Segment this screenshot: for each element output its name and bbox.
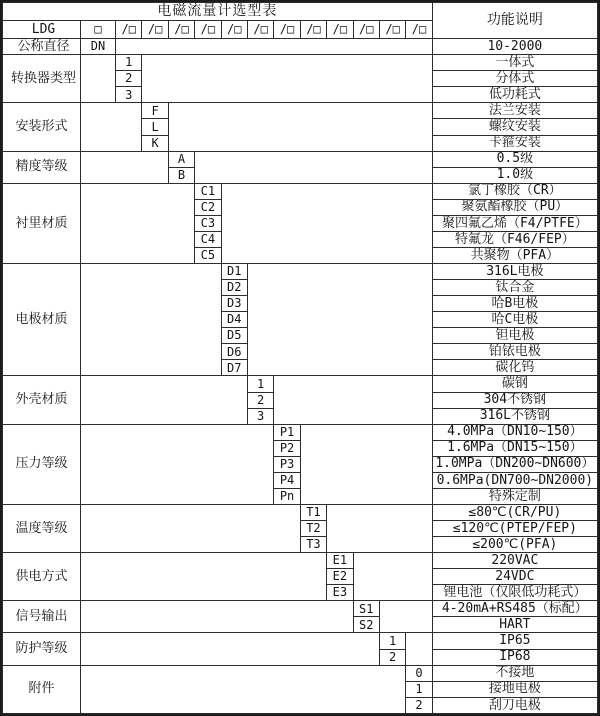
spacer-cell xyxy=(247,264,432,376)
option-description: 氯丁橡胶（CR） xyxy=(432,183,597,199)
option-code: Pn xyxy=(274,488,300,504)
section-label: 供电方式 xyxy=(3,553,81,601)
option-description: 316L电极 xyxy=(432,264,597,280)
option-description: 法兰安装 xyxy=(432,103,597,119)
model-code-slot: /□ xyxy=(406,21,432,39)
spacer-cell xyxy=(116,39,433,55)
option-description: 锂电池（仅限低功耗式） xyxy=(432,585,597,601)
section-label: 公称直径 xyxy=(3,39,81,55)
option-description: 钛合金 xyxy=(432,280,597,296)
spacer-cell xyxy=(81,601,354,633)
section-label: 精度等级 xyxy=(3,151,81,183)
model-code-slot: /□ xyxy=(274,21,300,39)
spacer-cell xyxy=(221,183,432,263)
option-code: 0 xyxy=(406,665,432,681)
option-description: 4.0MPa（DN10~150） xyxy=(432,424,597,440)
option-description: 分体式 xyxy=(432,71,597,87)
option-code: D5 xyxy=(221,328,247,344)
option-code: T1 xyxy=(300,504,326,520)
spacer-cell xyxy=(195,151,433,183)
option-code: P3 xyxy=(274,456,300,472)
option-code: C4 xyxy=(195,231,221,247)
option-description: 4-20mA+RS485（标配） xyxy=(432,601,597,617)
option-description: ≤80℃(CR/PU) xyxy=(432,504,597,520)
option-code: C5 xyxy=(195,247,221,263)
option-code: 1 xyxy=(379,633,405,649)
option-code: 2 xyxy=(406,697,432,713)
option-code: 3 xyxy=(116,87,142,103)
option-code: S2 xyxy=(353,617,379,633)
option-code: 1 xyxy=(406,681,432,697)
model-code-slot: /□ xyxy=(379,21,405,39)
spacer-cell xyxy=(81,183,195,263)
section-label: 安装形式 xyxy=(3,103,81,151)
option-description: 0.6MPa(DN700~DN2000) xyxy=(432,472,597,488)
option-code: D4 xyxy=(221,312,247,328)
option-description: 刮刀电极 xyxy=(432,697,597,713)
option-code: P2 xyxy=(274,440,300,456)
option-code: 3 xyxy=(247,408,273,424)
option-code: S1 xyxy=(353,601,379,617)
option-description: 一体式 xyxy=(432,55,597,71)
option-code: E1 xyxy=(327,553,353,569)
spacer-cell xyxy=(81,264,222,376)
option-description: 碳化钨 xyxy=(432,360,597,376)
option-description: 哈C电极 xyxy=(432,312,597,328)
model-code-slot: /□ xyxy=(327,21,353,39)
option-description: 特氟龙（F46/FEP） xyxy=(432,231,597,247)
option-code: 1 xyxy=(247,376,273,392)
flowmeter-selection-table xyxy=(2,2,598,714)
option-code: 2 xyxy=(116,71,142,87)
option-description: IP68 xyxy=(432,649,597,665)
option-description: HART xyxy=(432,617,597,633)
spacer-cell xyxy=(81,424,274,504)
option-code: K xyxy=(142,135,168,151)
option-description: 1.0级 xyxy=(432,167,597,183)
option-description: ≤200℃(PFA) xyxy=(432,537,597,553)
option-code: D6 xyxy=(221,344,247,360)
section-label: 温度等级 xyxy=(3,504,81,552)
option-description: 共聚物（PFA） xyxy=(432,247,597,263)
option-code: P1 xyxy=(274,424,300,440)
option-description: 钽电极 xyxy=(432,328,597,344)
option-description: 220VAC xyxy=(432,553,597,569)
option-code: D7 xyxy=(221,360,247,376)
function-header: 功能说明 xyxy=(432,3,597,39)
option-description: 316L不锈钢 xyxy=(432,408,597,424)
option-code: 1 xyxy=(116,55,142,71)
spacer-cell xyxy=(81,665,406,713)
section-label: 衬里材质 xyxy=(3,183,81,263)
option-code: 2 xyxy=(379,649,405,665)
spacer-cell xyxy=(274,376,432,424)
option-description: 10-2000 xyxy=(432,39,597,55)
option-description: 聚氨酯橡胶（PU） xyxy=(432,199,597,215)
selection-table-body xyxy=(3,3,598,714)
model-code-slot: /□ xyxy=(247,21,273,39)
option-description: 铂铱电极 xyxy=(432,344,597,360)
model-code-slot: /□ xyxy=(221,21,247,39)
option-code: C3 xyxy=(195,215,221,231)
option-description: 螺纹安装 xyxy=(432,119,597,135)
option-description: 低功耗式 xyxy=(432,87,597,103)
option-description: IP65 xyxy=(432,633,597,649)
title-row xyxy=(3,3,598,21)
option-description: 24VDC xyxy=(432,569,597,585)
option-description: 哈B电极 xyxy=(432,296,597,312)
option-description: 0.5级 xyxy=(432,151,597,167)
spacer-cell xyxy=(81,633,380,665)
option-code: A xyxy=(168,151,194,167)
model-code-slot: /□ xyxy=(353,21,379,39)
model-code-slot: □ xyxy=(81,21,116,39)
option-code: L xyxy=(142,119,168,135)
model-code-slot: /□ xyxy=(168,21,194,39)
option-description: 碳钢 xyxy=(432,376,597,392)
model-code-slot: /□ xyxy=(116,21,142,39)
section-label: 信号输出 xyxy=(3,601,81,633)
spacer-cell xyxy=(379,601,432,633)
option-code: D3 xyxy=(221,296,247,312)
spacer-cell xyxy=(406,633,432,665)
spacer-cell xyxy=(142,55,432,103)
model-code-slot: /□ xyxy=(142,21,168,39)
option-description: 接地电极 xyxy=(432,681,597,697)
section-label: 压力等级 xyxy=(3,424,81,504)
option-description: 1.6MPa（DN15~150） xyxy=(432,440,597,456)
section-label: 转换器类型 xyxy=(3,55,81,103)
option-description: 不接地 xyxy=(432,665,597,681)
option-code: F xyxy=(142,103,168,119)
option-code: C2 xyxy=(195,199,221,215)
option-code: 2 xyxy=(247,392,273,408)
option-code: P4 xyxy=(274,472,300,488)
option-code: D2 xyxy=(221,280,247,296)
option-description: 304不锈钢 xyxy=(432,392,597,408)
spacer-cell xyxy=(81,504,301,552)
option-description: 1.0MPa（DN200~DN600） xyxy=(432,456,597,472)
spacer-cell xyxy=(81,553,327,601)
option-description: 特殊定制 xyxy=(432,488,597,504)
model-prefix: LDG xyxy=(3,21,81,39)
option-code: E3 xyxy=(327,585,353,601)
spacer-cell xyxy=(81,103,142,151)
spacer-cell xyxy=(81,151,169,183)
spacer-cell xyxy=(81,376,248,424)
section-label: 电极材质 xyxy=(3,264,81,376)
spacer-cell xyxy=(81,55,116,103)
option-code: T2 xyxy=(300,521,326,537)
spacer-cell xyxy=(300,424,432,504)
option-description: 聚四氟乙烯（F4/PTFE） xyxy=(432,215,597,231)
spacer-cell xyxy=(168,103,432,151)
option-description: ≤120℃(PTEP/FEP) xyxy=(432,521,597,537)
model-code-slot: /□ xyxy=(300,21,326,39)
spacer-cell xyxy=(353,553,432,601)
option-description: 卡箍安装 xyxy=(432,135,597,151)
section-label: 防护等级 xyxy=(3,633,81,665)
section-label: 外壳材质 xyxy=(3,376,81,424)
option-code: T3 xyxy=(300,537,326,553)
option-code: DN xyxy=(81,39,116,55)
option-code: D1 xyxy=(221,264,247,280)
section-label: 附件 xyxy=(3,665,81,713)
option-code: B xyxy=(168,167,194,183)
table-title: 电磁流量计选型表 xyxy=(3,3,433,21)
option-code: E2 xyxy=(327,569,353,585)
option-code: C1 xyxy=(195,183,221,199)
spacer-cell xyxy=(327,504,433,552)
model-code-slot: /□ xyxy=(195,21,221,39)
